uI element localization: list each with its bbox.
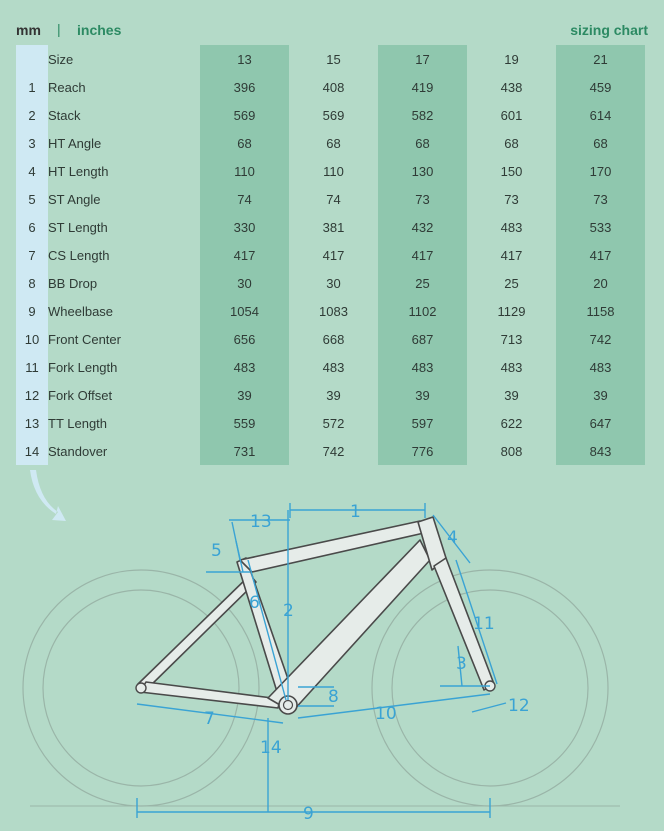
table-cell: 713 bbox=[500, 331, 523, 347]
curved-arrow-icon bbox=[22, 470, 66, 521]
table-cell: 74 bbox=[326, 191, 341, 207]
table-cell: 1054 bbox=[200, 297, 289, 325]
row-number: 2 bbox=[16, 101, 48, 129]
dim-label-wheelbase: 9 bbox=[303, 804, 314, 824]
table-cell: 601 bbox=[500, 107, 523, 123]
table-row bbox=[16, 241, 645, 269]
table-row bbox=[16, 129, 645, 157]
dim-label-st-length: 6 bbox=[249, 593, 260, 613]
row-number: 13 bbox=[16, 409, 48, 437]
row-number: 11 bbox=[16, 353, 48, 381]
row-number-blank bbox=[16, 45, 48, 73]
size-column-header[interactable]: 13 bbox=[200, 45, 289, 73]
table-cell: 68 bbox=[504, 135, 519, 151]
table-row bbox=[16, 269, 645, 297]
table-cell: 25 bbox=[378, 269, 467, 297]
table-cell: 68 bbox=[556, 129, 645, 157]
table-cell: 417 bbox=[556, 241, 645, 269]
row-label: HT Angle bbox=[48, 135, 102, 151]
table-cell: 459 bbox=[556, 73, 645, 101]
table-cell: 130 bbox=[378, 157, 467, 185]
table-cell: 483 bbox=[556, 353, 645, 381]
table-cell: 110 bbox=[323, 163, 344, 179]
table-cell: 647 bbox=[556, 409, 645, 437]
geometry-table bbox=[16, 45, 645, 465]
table-row bbox=[16, 213, 645, 241]
row-label: TT Length bbox=[48, 415, 108, 431]
table-cell: 843 bbox=[556, 437, 645, 465]
table-cell: 533 bbox=[556, 213, 645, 241]
table-row bbox=[16, 101, 645, 129]
row-number: 10 bbox=[16, 325, 48, 353]
row-number: 7 bbox=[16, 241, 48, 269]
table-cell: 742 bbox=[556, 325, 645, 353]
table-cell: 30 bbox=[326, 275, 341, 291]
table-cell: 68 bbox=[200, 129, 289, 157]
table-cell: 731 bbox=[200, 437, 289, 465]
unit-bar bbox=[0, 18, 664, 44]
table-cell: 73 bbox=[556, 185, 645, 213]
size-label: Size bbox=[48, 51, 74, 67]
table-cell: 559 bbox=[200, 409, 289, 437]
row-number: 14 bbox=[16, 437, 48, 465]
row-label: Front Center bbox=[48, 331, 121, 347]
table-row bbox=[16, 297, 645, 325]
table-cell: 417 bbox=[200, 241, 289, 269]
table-cell: 569 bbox=[322, 107, 345, 123]
size-column-header[interactable]: 17 bbox=[378, 45, 467, 73]
table-cell: 597 bbox=[378, 409, 467, 437]
table-row bbox=[16, 73, 645, 101]
table-cell: 408 bbox=[322, 79, 345, 95]
table-cell: 656 bbox=[200, 325, 289, 353]
table-cell: 170 bbox=[556, 157, 645, 185]
table-cell: 39 bbox=[200, 381, 289, 409]
table-cell: 808 bbox=[500, 443, 523, 459]
table-cell: 20 bbox=[556, 269, 645, 297]
table-cell: 39 bbox=[504, 387, 519, 403]
table-cell: 110 bbox=[200, 157, 289, 185]
size-column-header[interactable]: 19 bbox=[504, 51, 519, 67]
table-cell: 1158 bbox=[556, 297, 645, 325]
dim-label-fork-length: 11 bbox=[473, 614, 495, 634]
table-cell: 1129 bbox=[497, 303, 526, 319]
table-cell: 25 bbox=[504, 275, 519, 291]
row-label: Fork Length bbox=[48, 359, 118, 375]
table-cell: 417 bbox=[378, 241, 467, 269]
row-number: 8 bbox=[16, 269, 48, 297]
row-number: 1 bbox=[16, 73, 48, 101]
row-number: 12 bbox=[16, 381, 48, 409]
row-label: Stack bbox=[48, 107, 81, 123]
row-label: Reach bbox=[48, 79, 86, 95]
table-cell: 614 bbox=[556, 101, 645, 129]
dim-label-front-center: 10 bbox=[375, 704, 397, 724]
table-cell: 39 bbox=[326, 387, 341, 403]
row-label: CS Length bbox=[48, 247, 110, 263]
table-row bbox=[16, 157, 645, 185]
dim-label-standover: 14 bbox=[260, 738, 282, 758]
table-cell: 582 bbox=[378, 101, 467, 129]
dim-label-st-angle: 5 bbox=[211, 541, 222, 561]
size-column-header[interactable]: 21 bbox=[556, 45, 645, 73]
table-row bbox=[16, 185, 645, 213]
bike-frame bbox=[138, 517, 494, 712]
table-cell: 381 bbox=[322, 219, 345, 235]
table-cell: 483 bbox=[378, 353, 467, 381]
row-label: Standover bbox=[48, 443, 108, 459]
table-row bbox=[16, 353, 645, 381]
row-number: 3 bbox=[16, 129, 48, 157]
unit-inches-toggle[interactable]: inches bbox=[77, 22, 122, 38]
table-cell: 30 bbox=[200, 269, 289, 297]
table-cell: 668 bbox=[322, 331, 345, 347]
table-cell: 687 bbox=[378, 325, 467, 353]
table-row bbox=[16, 381, 645, 409]
row-label: ST Angle bbox=[48, 191, 101, 207]
table-cell: 742 bbox=[322, 443, 345, 459]
table-cell: 572 bbox=[322, 415, 345, 431]
size-column-header[interactable]: 15 bbox=[326, 51, 341, 67]
dim-label-stack: 2 bbox=[283, 601, 294, 621]
unit-mm-toggle[interactable]: mm bbox=[16, 22, 41, 38]
table-cell: 419 bbox=[378, 73, 467, 101]
table-cell: 776 bbox=[378, 437, 467, 465]
table-cell: 483 bbox=[500, 219, 523, 235]
table-row bbox=[16, 437, 645, 465]
row-number: 5 bbox=[16, 185, 48, 213]
table-cell: 569 bbox=[200, 101, 289, 129]
row-label: Fork Offset bbox=[48, 387, 113, 403]
table-cell: 39 bbox=[378, 381, 467, 409]
table-cell: 417 bbox=[322, 247, 345, 263]
table-cell: 73 bbox=[504, 191, 519, 207]
table-row bbox=[16, 409, 645, 437]
table-cell: 1102 bbox=[378, 297, 467, 325]
table-cell: 483 bbox=[200, 353, 289, 381]
dim-label-ht-length: 4 bbox=[447, 528, 458, 548]
row-number: 4 bbox=[16, 157, 48, 185]
dim-label-bb-drop: 8 bbox=[328, 687, 339, 707]
table-cell: 68 bbox=[378, 129, 467, 157]
table-cell: 417 bbox=[500, 247, 523, 263]
table-cell: 150 bbox=[500, 163, 523, 179]
unit-separator: | bbox=[57, 21, 61, 37]
table-cell: 438 bbox=[500, 79, 523, 95]
row-label: ST Length bbox=[48, 219, 108, 235]
row-number: 6 bbox=[16, 213, 48, 241]
dim-label-fork-offset: 12 bbox=[508, 696, 530, 716]
table-cell: 396 bbox=[200, 73, 289, 101]
rear-axle bbox=[136, 683, 146, 693]
table-cell: 330 bbox=[200, 213, 289, 241]
frame-diagram bbox=[0, 470, 664, 831]
table-cell: 74 bbox=[200, 185, 289, 213]
row-label: BB Drop bbox=[48, 275, 98, 291]
table-cell: 68 bbox=[326, 135, 341, 151]
dim-label-cs-length: 7 bbox=[204, 709, 215, 729]
table-cell: 73 bbox=[378, 185, 467, 213]
table-cell: 432 bbox=[378, 213, 467, 241]
table-cell: 1083 bbox=[319, 303, 348, 319]
table-row bbox=[16, 325, 645, 353]
size-header-row bbox=[16, 45, 645, 73]
table-cell: 39 bbox=[556, 381, 645, 409]
row-label: Wheelbase bbox=[48, 303, 114, 319]
row-number: 9 bbox=[16, 297, 48, 325]
table-cell: 483 bbox=[322, 359, 345, 375]
row-label: HT Length bbox=[48, 163, 109, 179]
chart-title: sizing chart bbox=[570, 22, 648, 38]
table-cell: 483 bbox=[500, 359, 523, 375]
dim-label-ht-angle: 3 bbox=[456, 654, 467, 674]
dim-label-tt-length: 13 bbox=[250, 512, 272, 532]
table-cell: 622 bbox=[500, 415, 523, 431]
dim-label-reach: 1 bbox=[350, 502, 361, 522]
